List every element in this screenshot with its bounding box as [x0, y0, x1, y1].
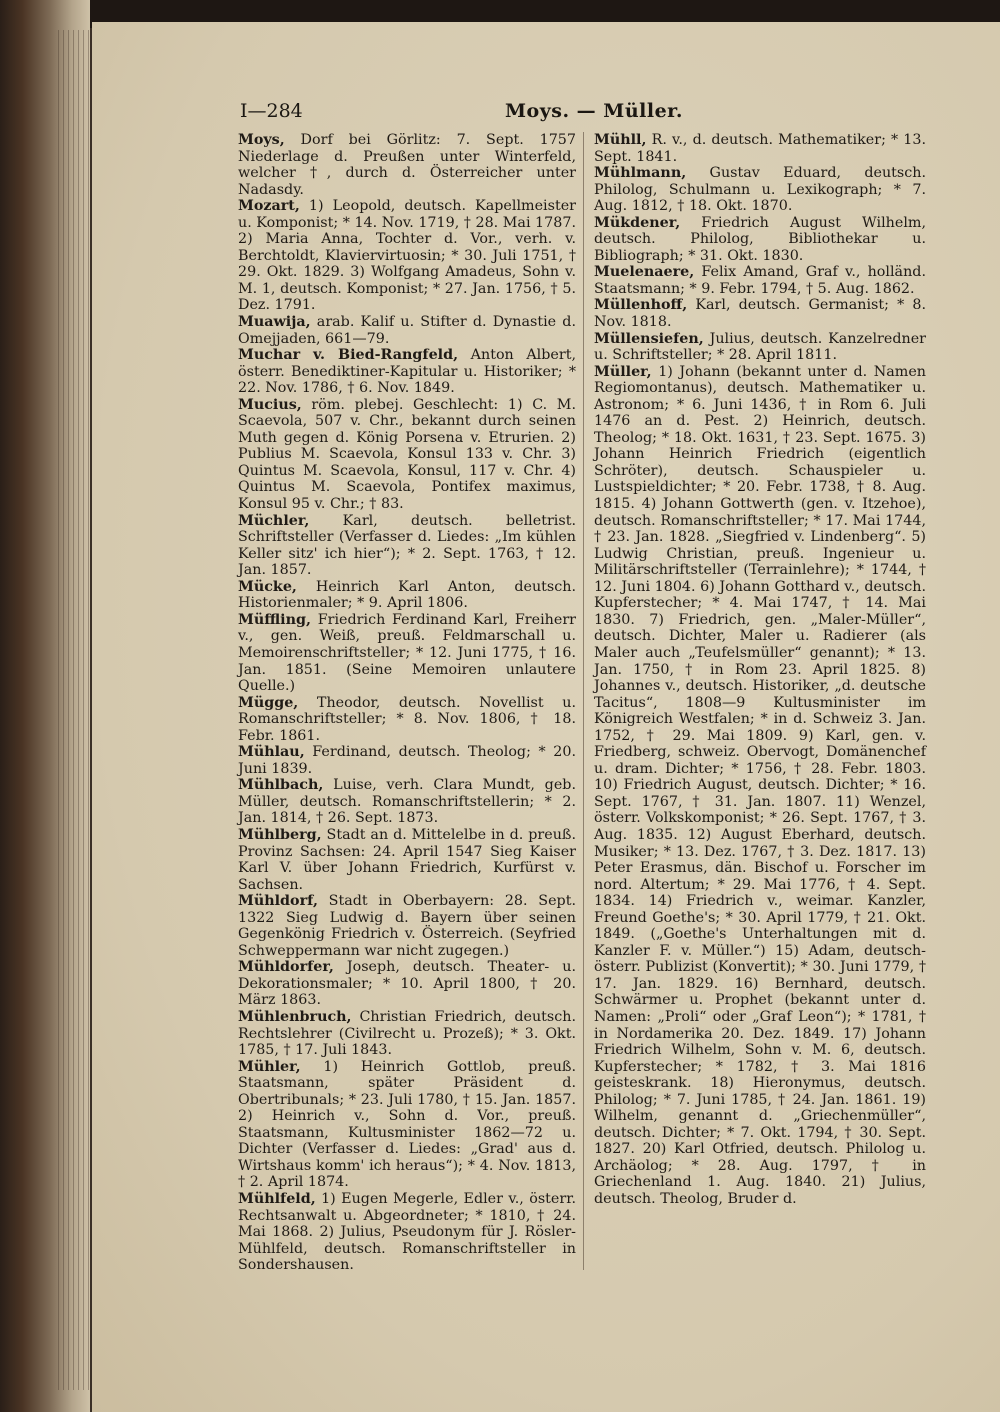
entry-text: Heinrich Karl Anton, deutsch. Historienmaler; * 9. April 1806.: [238, 578, 576, 612]
dictionary-entry: [238, 513, 576, 579]
entry-headword: Mühler,: [238, 1058, 301, 1075]
entry-headword: Müchler,: [238, 512, 310, 529]
dictionary-entry: [238, 132, 576, 198]
entry-text: Anton Albert, österr. Benediktiner-Kapitular u. Historiker; * 22. Nov. 1786, † 6. Nov. 1849.: [238, 347, 576, 397]
entry-text: arab. Kalif u. Stifter d. Dynastie d. Omejjaden, 661—79.: [238, 314, 576, 347]
dictionary-entry: [238, 695, 576, 745]
entry-text: Theodor, deutsch. Novellist u. Romanschriftsteller; * 8. Nov. 1806, † 18. Febr. 1861.: [238, 694, 576, 744]
column-divider: [583, 132, 584, 1270]
page-number: I—284: [240, 100, 303, 122]
dictionary-entry: [594, 165, 926, 215]
entry-text: Ferdinand, deutsch. Theolog; * 20. Juni 1839.: [238, 744, 576, 777]
entry-headword: Mucius,: [238, 396, 302, 413]
entry-headword: Mühlfeld,: [238, 1191, 316, 1207]
dictionary-entry: [594, 364, 926, 1208]
entry-headword: Muchar v. Bied-Rangfeld,: [238, 347, 459, 364]
entry-headword: Mükdener,: [594, 214, 681, 231]
entry-headword: Mühlmann,: [594, 165, 687, 182]
entry-text: 1) Johann (bekannt unter d. Namen Regiomontanus), deutsch. Mathematiker u. Astronom; * 6. Juni 1436, † in Rom 6. Juli 1476 an d. Pest. 2) Heinrich, deutsch. Theolog; * 18. Okt. 1631, † 23. Sept. 1675. 3) Johann Heinrich Friedrich (eigentlich Schröter), deutsch. Schauspieler u. Lustspieldichter; * 20. Febr. 1738, † 8. Aug. 1815. 4) Johann Gottwerth (gen. v. Itzehoe), deutsch. Romanschriftsteller; * 17. Mai 1744, † 23. Jan. 1828. „Siegfried v. Lindenberg“. 5) Ludwig Christian, preuß. Ingenieur u. Militärschriftsteller (Terrainlehre); * 1744, † 12. Juni 1804. 6) Johann Gotthard v., deutsch. Kupferstecher; * 4. Mai 1747, † 14. Mai 1830. 7) Friedrich, gen. „Maler-Müller“, deutsch. Dichter, Maler u. Radierer (als Maler auch „Teufelsmüller“ genannt); * 13. Jan. 1750, † in Rom 23. April 1825. 8) Johannes v., deutsch. Historiker, „d. deutsche Tacitus“, 1808—9 Kultusminister im Königreich Westfalen; * in d. Schweiz 3. Jan. 1752, † 29. Mai 1809. 9) Karl, gen. v. Friedberg, schweiz. Obervogt, Domänenchef u. dram. Dichter; * 1756, † 28. Febr. 1803. 10) Friedrich August, deutsch. Dichter; * 16. Sept. 1767, † 31. Jan. 1807. 11) Wenzel, österr. Volkskomponist; * 26. Sept. 1767, † 3. Aug. 1835. 12) August Eberhard, deutsch. Musiker; * 13. Dez. 1767, † 3. Dez. 1817. 13) Peter Erasmus, dän. Bischof u. Forscher im nord. Altertum; * 29. Mai 1776, † 4. Sept. 1834. 14) Friedrich v., weimar. Kanzler, Freund Goethe's; * 30. April 1779, † 21. Okt. 1849. („Goethe's Unterhaltungen mit d. Kanzler F. v. Müller.“) 15) Adam, deutsch-österr. Publizist (Konvertit); * 30. Juni 1779, † 17. Jan. 1829. 16) Bernhard, deutsch. Schwärmer u. Prophet (bekannt unter d. Namen: „Proli“ oder „Graf Leon“); * 1781, † in Nordamerika 20. Dez. 1849. 17) Johann Friedrich Wilhelm, Sohn v. M. 6, deutsch. Kupferstecher; * 1782, † 3. Mai 1816 geisteskrank. 18) Hieronymus, deutsch. Philolog; * 7. Juni 1785, † 24. Jan. 1861. 19) Wilhelm, genannt d. „Griechenmüller“, deutsch. Dichter; * 7. Okt. 1794, † 30. Sept. 1827. 20) Karl Otfried, deutsch. Philolog u. Archäolog; * 28. Aug. 1797, † in Griechenland 1. Aug. 1840. 21) Julius, deutsch. Theolog, Bruder d.: [594, 363, 926, 1207]
entry-text: röm. plebej. Geschlecht: 1) C. M. Scaevola, 507 v. Chr., bekannt durch seinen Muth gegen d. König Porsena v. Etrurien. 2) Publius M. Scaevola, Konsul 133 v. Chr. 3) Quintus M. Scaevola, Konsul, 117 v. Chr. 4) Quintus M. Scaevola, Pontifex maximus, Konsul 95 v. Chr.; † 83.: [238, 396, 576, 513]
left-column: [238, 132, 576, 1274]
entry-headword: Mühll,: [594, 132, 647, 148]
entry-headword: Mühlberg,: [238, 826, 322, 843]
dictionary-entry: [594, 264, 926, 297]
entry-headword: Mühldorf,: [238, 893, 318, 910]
running-head: Moys. — Müller.: [505, 100, 684, 122]
entry-headword: Müller,: [594, 363, 652, 380]
entry-text: R. v., d. deutsch. Mathematiker; * 13. Sept. 1841.: [594, 132, 926, 165]
entry-text: Dorf bei Görlitz: 7. Sept. 1757 Niederlage d. Preußen unter Winterfeld, welcher †, durch d. Österreicher unter Nadasdy.: [238, 132, 576, 198]
entry-text: 1) Eugen Megerle, Edler v., österr. Rechtsanwalt u. Abgeordneter; * 1810, † 24. Mai 1868. 2) Julius, Pseudonym für J. Rösler-Mühlfeld, deutsch. Romanschriftsteller in Sondershausen.: [238, 1191, 576, 1274]
dictionary-entry: [238, 744, 576, 777]
entry-text: Karl, deutsch. Germanist; * 8. Nov. 1818.: [594, 297, 926, 331]
entry-text: Luise, verh. Clara Mundt, geb. Müller, deutsch. Romanschriftstellerin; * 2. Jan. 1814, † 26. Sept. 1873.: [238, 777, 576, 827]
dictionary-entry: [238, 314, 576, 347]
dictionary-entry: [238, 959, 576, 1009]
dictionary-entry: [238, 1191, 576, 1274]
dictionary-entry: [238, 347, 576, 397]
dictionary-entry: [238, 827, 576, 893]
entry-headword: Muelenaere,: [594, 264, 695, 281]
entry-headword: Müllensiefen,: [594, 330, 704, 347]
entry-text: Stadt an d. Mittelelbe in d. preuß. Provinz Sachsen: 24. April 1547 Sieg Kaiser Karl V. über Johann Friedrich, Kurfürst v. Sachsen.: [238, 826, 576, 893]
dictionary-entry: [238, 198, 576, 314]
entry-headword: Müffling,: [238, 611, 311, 628]
entry-headword: Mühlau,: [238, 744, 305, 761]
entry-text: Gustav Eduard, deutsch. Philolog, Schulmann u. Lexikograph; * 7. Aug. 1812, † 18. Okt. 1870.: [594, 165, 926, 215]
page-header: [240, 100, 930, 126]
entry-text: Joseph, deutsch. Theater- u. Dekorationsmaler; * 10. April 1800, † 20. März 1863.: [238, 959, 576, 1009]
dictionary-entry: [238, 1059, 576, 1191]
entry-text: Felix Amand, Graf v., holländ. Staatsmann; * 9. Febr. 1794, † 5. Aug. 1862.: [594, 264, 926, 297]
dictionary-entry: [238, 1009, 576, 1059]
entry-headword: Moys,: [238, 132, 285, 148]
entry-text: 1) Heinrich Gottlob, preuß. Staatsmann, später Präsident d. Obertribunals; * 23. Juli 1780, † 15. Jan. 1857. 2) Heinrich v., Sohn d. Vor., preuß. Staatsmann, Kultusminister 1862—72 u. Dichter (Verfasser d. Liedes: „Grad' aus d. Wirtshaus komm' ich heraus“); * 4. Nov. 1813, † 2. April 1874.: [238, 1058, 576, 1191]
entry-text: Christian Friedrich, deutsch. Rechtslehrer (Civilrecht u. Prozeß); * 3. Okt. 1785, † 17. Juli 1843.: [238, 1008, 576, 1059]
dictionary-entry: [594, 331, 926, 364]
entry-text: Karl, deutsch. belletrist. Schriftsteller (Verfasser d. Liedes: „Im kühlen Keller sitz' ich hier“); * 2. Sept. 1763, † 12. Jan. 1857.: [238, 512, 576, 579]
entry-headword: Muawija,: [238, 314, 311, 331]
dictionary-entry: [238, 777, 576, 827]
dictionary-entry: [238, 612, 576, 695]
entry-headword: Mühlbach,: [238, 777, 324, 794]
entry-headword: Mühlenbruch,: [238, 1008, 352, 1025]
entry-headword: Mozart,: [238, 198, 300, 215]
entry-headword: Mügge,: [238, 694, 299, 711]
dictionary-entry: [238, 397, 576, 513]
entry-text: Julius, deutsch. Kanzelredner u. Schriftsteller; * 28. April 1811.: [594, 330, 926, 364]
dictionary-entry: [594, 297, 926, 330]
entry-text: Friedrich Ferdinand Karl, Freiherr v., gen. Weiß, preuß. Feldmarschall u. Memoirenschriftsteller; * 12. Juni 1775, † 16. Jan. 1851. (Seine Memoiren unlautere Quelle.): [238, 611, 576, 695]
dictionary-entry: [238, 579, 576, 612]
dictionary-entry: [594, 215, 926, 265]
entry-text: Stadt in Oberbayern: 28. Sept. 1322 Sieg Ludwig d. Bayern über seinen Gegenkönig Friedrich v. Österreich. (Seyfried Schweppermann war nicht zugegen.): [238, 893, 576, 959]
entry-headword: Mühldorfer,: [238, 959, 334, 976]
dictionary-entry: [238, 893, 576, 959]
entry-text: Friedrich August Wilhelm, deutsch. Philolog, Bibliothekar u. Bibliograph; * 31. Okt. 1830.: [594, 214, 926, 264]
dictionary-entry: [594, 132, 926, 165]
entry-headword: Mücke,: [238, 578, 297, 595]
entry-text: 1) Leopold, deutsch. Kapellmeister u. Komponist; * 14. Nov. 1719, † 28. Mai 1787. 2) Maria Anna, Tochter d. Vor., verh. v. Berchtoldt, Klaviervirtuosin; * 30. Juli 1751, † 29. Okt. 1829. 3) Wolfgang Amadeus, Sohn v. M. 1, deutsch. Komponist; * 27. Jan. 1756, † 5. Dez. 1791.: [238, 198, 576, 314]
right-column: [594, 132, 926, 1208]
entry-headword: Müllenhoff,: [594, 297, 688, 314]
